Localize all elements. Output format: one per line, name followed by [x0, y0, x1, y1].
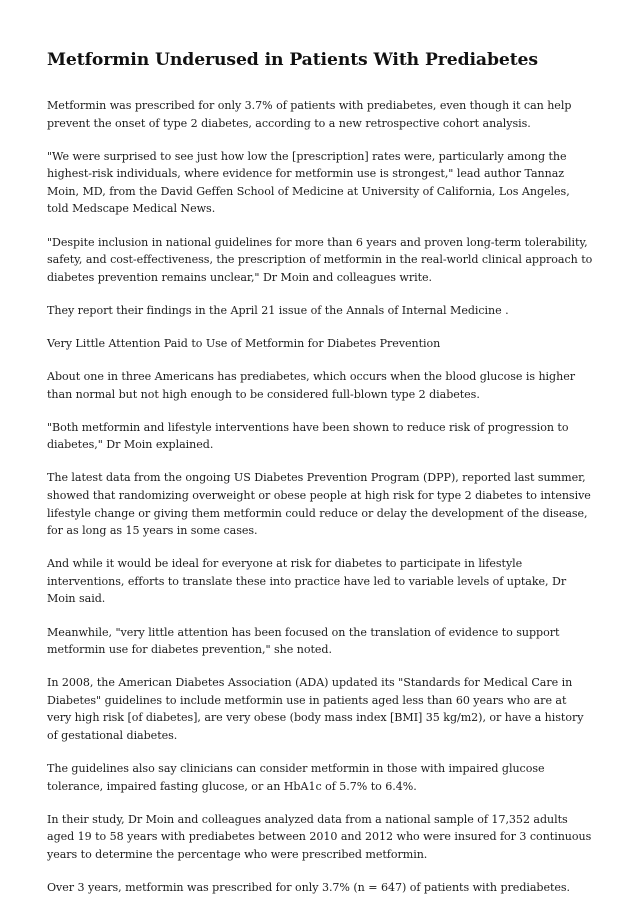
- paragraph: Meanwhile, "very little attention has been focused on the translation of evidence to support metformin use for diabetes prevention," she noted.: [47, 625, 560, 657]
- paragraph: About one in three Americans has prediabetes, which occurs when the blood glucose is higher than normal but not high enough to be considered full-blown type 2 diabetes.: [47, 370, 575, 401]
- paragraph: "Despite inclusion in national guidelines for more than 6 years and proven long-term tolerability, safety, and cost-effectiveness, the prescription of metformin in the real-world clinical approach to diabetes prevention remains unclear," Dr Moin and colleagues write.: [47, 235, 593, 284]
- paragraph: "Both metformin and lifestyle interventions have been shown to reduce risk of progression to diabetes," Dr Moin explained.: [47, 420, 569, 452]
- paragraph: In their study, Dr Moin and colleagues analyzed data from a national sample of 17,352 adults aged 19 to 58 years with prediabetes between 2010 and 2012 who were insured for 3 continuous years to determine the percentage who were prescribed metformin.: [47, 812, 592, 861]
- paragraph: "We were surprised to see just how low the [prescription] rates were, particularly among the highest-risk individuals, where evidence for metformin use is strongest," lead author Tannaz Moin, MD, from the David Geffen School of Medicine at University of California, Los Angeles, told Medscape Medical News.: [47, 149, 570, 216]
- paragraph: Over 3 years, metformin was prescribed for only 3.7% (n = 647) of patients with prediabetes.: [47, 881, 571, 895]
- paragraph: In 2008, the American Diabetes Association (ADA) updated its "Standards for Medical Care in Diabetes" guidelines to include metformin use in patients aged less than 60 years who are at very high risk [of diabetes], are very obese (body mass index [BMI] 35 kg/m2), or have a history of gestational diabetes.: [47, 676, 584, 743]
- paragraph: The latest data from the ongoing US Diabetes Prevention Program (DPP), reported last summer, showed that randomizing overweight or obese people at high risk for type 2 diabetes to intensive lifestyle change or giving them metformin could reduce or delay the development of the disease, for as long as 15 years in some cases.: [47, 471, 591, 538]
- paragraph: Metformin was prescribed for only 3.7% of patients with prediabetes, even though it can help prevent the onset of type 2 diabetes, according to a new retrospective cohort analysis.: [47, 99, 572, 130]
- article-title: Metformin Underused in Patients With Prediabetes: [47, 50, 538, 70]
- paragraph: And while it would be ideal for everyone at risk for diabetes to participate in lifestyle interventions, efforts to translate these into practice have led to variable levels of uptake, Dr Moin said.: [47, 557, 567, 606]
- paragraph: They report their findings in the April 21 issue of the Annals of Internal Medicine .: [47, 303, 509, 317]
- section-heading: Very Little Attention Paid to Use of Metformin for Diabetes Prevention: [47, 336, 441, 350]
- article-body: [47, 97, 593, 912]
- paragraph: The guidelines also say clinicians can consider metformin in those with impaired glucose tolerance, impaired fasting glucose, or an HbA1c of 5.7% to 6.4%.: [47, 762, 545, 793]
